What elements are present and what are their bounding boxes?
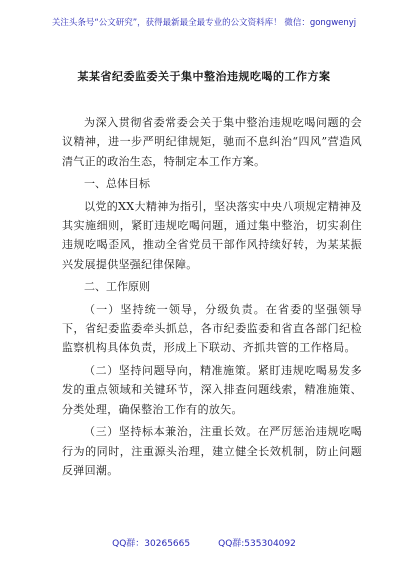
footer-qq-group-1: QQ群：30265665 xyxy=(112,539,191,549)
intro-paragraph: 为深入贯彻省委常委会关于集中整治违规吃喝问题的会议精神，进一步严明纪律规矩，驰而不息纠治“四风”营造风清气正的政治生态，特制定本工作方案。 xyxy=(62,116,362,168)
footer-contact xyxy=(0,536,408,549)
header-promo-text: 关注头条号“公文研究”，获得最新最全最专业的公文资料库！ 微信：gongwenyj xyxy=(51,18,357,28)
principle-paragraph-3: （三）坚持标本兼治，注重长效。在严厉惩治违规吃喝行为的同时，注重源头治理，建立健全长效机制，防止问题反弹回潮。 xyxy=(62,425,362,477)
footer-qq-group-2: QQ群:535304092 xyxy=(218,539,296,549)
document-title: 某某省纪委监委关于集中整治违规吃喝的工作方案 xyxy=(77,70,331,83)
document-body xyxy=(62,113,362,483)
principle-paragraph-2: （二）坚持问题导向，精准施策。紧盯违规吃喝易发多发的重点领域和关键环节，深入排查问题线索，精准施策、分类处理，确保整治工作有的放矢。 xyxy=(62,363,362,416)
goals-paragraph: 以党的XX大精神为指引，坚决落实中央八项规定精神及其实施细则，紧盯违规吃喝问题，通过集中整治，切实刹住违规吃喝歪风，推动全省党员干部作风持续好转，为某某振兴发展提供坚强纪律保障。 xyxy=(62,199,362,271)
section-heading-goals: 一、总体目标 xyxy=(84,177,150,191)
section-heading-principles: 二、工作原则 xyxy=(84,280,150,294)
principle-paragraph-1: （一）坚持统一领导，分级负责。在省委的坚强领导下，省纪委监委牵头抓总，各市纪委监委和省直各部门纪检监察机构具体负责，形成上下联动、齐抓共管的工作格局。 xyxy=(62,302,362,355)
